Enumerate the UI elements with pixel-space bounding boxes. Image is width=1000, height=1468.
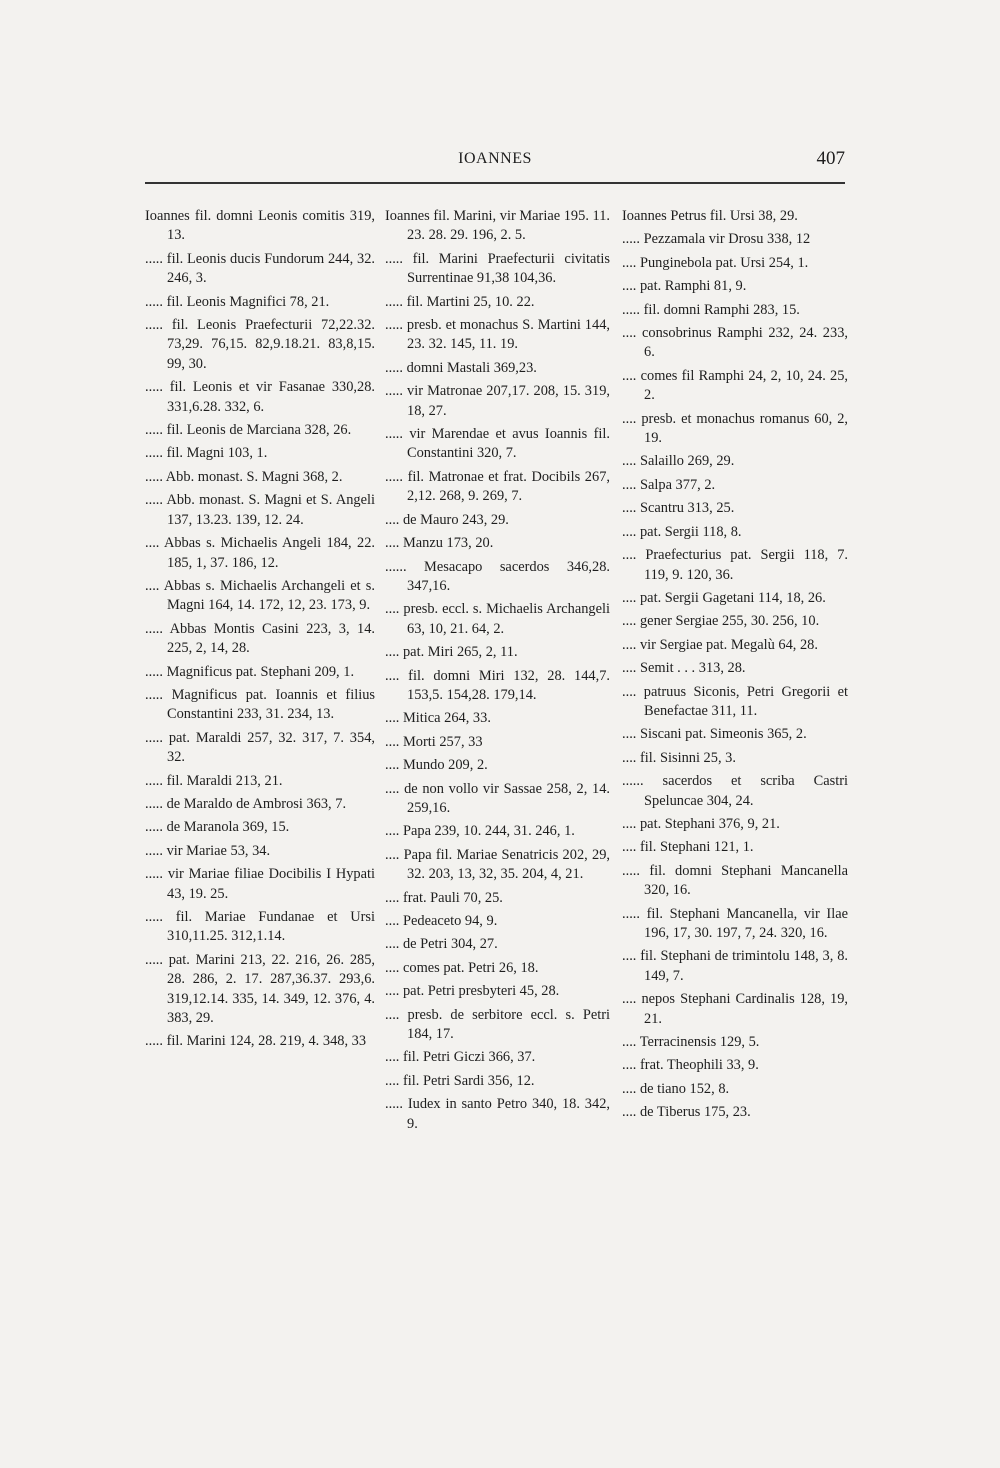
index-entry: ..... vir Mariae 53, 34.: [145, 842, 271, 859]
index-entry: ..... fil. Leonis Praefecturii 72,22.32. 73,29. 76,15. 82,9.18.21. 83,8,15. 99, 30.: [145, 317, 375, 372]
index-entry: .... de Petri 304, 27.: [385, 936, 498, 953]
index-entry: ..... Magnificus pat. Ioannis et filius Constantini 233, 31. 234, 13.: [145, 686, 375, 723]
index-entry: ..... fil. Martini 25, 10. 22.: [385, 293, 535, 310]
index-entry: ..... Iudex in santo Petro 340, 18. 342, 9.: [385, 1096, 610, 1132]
index-entry: ..... Abb. monast. S. Magni et S. Angeli 137, 13.23. 139, 12. 24.: [145, 492, 375, 528]
index-entry: .... Punginebola pat. Ursi 254, 1.: [622, 254, 809, 271]
index-entry: ..... pat. Marini 213, 22. 216, 26. 285, 28. 286, 2. 17. 287,36.37. 293,6. 319,12.14. 335, 14. 349, 12. 376, 4. 383, 29.: [145, 951, 375, 1027]
page-number: 407: [816, 148, 845, 169]
index-entry: ..... fil. Maraldi 213, 21.: [145, 772, 283, 789]
page-header: [145, 144, 845, 184]
index-entry: .... Siscani pat. Simeonis 365, 2.: [622, 726, 807, 743]
index-entry: .... vir Sergiae pat. Megalù 64, 28.: [622, 636, 818, 653]
index-entry: .... fil. Petri Sardi 356, 12.: [385, 1072, 535, 1089]
index-column-2: [385, 207, 610, 1138]
index-entry: Ioannes fil. domni Leonis comitis 319, 13.: [145, 208, 375, 244]
index-entry: .... frat. Theophili 33, 9.: [622, 1057, 759, 1074]
index-entry: .... fil. domni Miri 132, 28. 144,7. 153,5. 154,28. 179,14.: [385, 667, 610, 703]
index-entry: .... de Mauro 243, 29.: [385, 511, 509, 528]
index-entry: ..... fil. Leonis Magnifici 78, 21.: [145, 293, 330, 310]
index-entry: ..... vir Marendae et avus Ioannis fil. Constantini 320, 7.: [385, 426, 610, 462]
index-entry: ..... fil. Marini Praefecturii civitatis Surrentinae 91,38 104,36.: [385, 250, 610, 287]
index-entry: ..... domni Mastali 369,23.: [385, 359, 537, 376]
index-entry: .... pat. Sergii 118, 8.: [622, 523, 742, 540]
index-entry: .... pat. Miri 265, 2, 11.: [385, 644, 518, 661]
index-entry: ..... de Maraldo de Ambrosi 363, 7.: [145, 795, 347, 812]
index-entry: .... Scantru 313, 25.: [622, 500, 735, 517]
index-entry: .... presb. et monachus romanus 60, 2, 19.: [622, 410, 848, 447]
index-entry: .... Abbas s. Michaelis Archangeli et s. Magni 164, 14. 172, 12, 23. 173, 9.: [145, 577, 375, 614]
index-entry: ..... vir Matronae 207,17. 208, 15. 319, 18, 27.: [385, 383, 610, 419]
index-entry: ..... Abb. monast. S. Magni 368, 2.: [145, 468, 343, 485]
index-entry: .... Terracinensis 129, 5.: [622, 1034, 760, 1051]
index-entry: .... frat. Pauli 70, 25.: [385, 889, 503, 906]
index-entry: .... presb. eccl. s. Michaelis Archangeli 63, 10, 21. 64, 2.: [385, 601, 610, 637]
index-entry: ..... fil. Matronae et frat. Docibils 267, 2,12. 268, 9. 269, 7.: [385, 468, 610, 505]
index-entry: .... Pedeaceto 94, 9.: [385, 913, 498, 929]
index-entry: .... presb. de serbitore eccl. s. Petri 184, 17.: [385, 1006, 610, 1043]
index-entry: .... consobrinus Ramphi 232, 24. 233, 6.: [622, 325, 848, 361]
index-entry: ..... vir Mariae filiae Docibilis I Hypati 43, 19. 25.: [145, 866, 375, 902]
index-entry: ..... fil. Stephani Mancanella, vir Ilae 196, 17, 30. 197, 7, 24. 320, 16.: [622, 905, 848, 941]
index-entry: .... comes pat. Petri 26, 18.: [385, 959, 539, 976]
index-entry: Ioannes Petrus fil. Ursi 38, 29.: [622, 208, 798, 224]
index-entry: .... de tiano 152, 8.: [622, 1080, 730, 1097]
index-entry: .... Manzu 173, 20.: [385, 535, 494, 552]
index-entry: .... fil. Stephani 121, 1.: [622, 839, 754, 856]
index-entry: ..... fil. Marini 124, 28. 219, 4. 348, 33: [145, 1033, 367, 1050]
index-column-1: [145, 207, 375, 1056]
index-entry: .... Semit . . . 313, 28.: [622, 660, 746, 677]
index-entry: .... Mundo 209, 2.: [385, 757, 488, 774]
index-entry: ..... fil. domni Stephani Mancanella 320, 16.: [622, 862, 848, 899]
index-entry: .... patruus Siconis, Petri Gregorii et Benefactae 311, 11.: [622, 683, 848, 719]
index-entry: .... pat. Stephani 376, 9, 21.: [622, 815, 780, 832]
index-entry: .... pat. Ramphi 81, 9.: [622, 278, 747, 295]
index-entry: ..... fil. domni Ramphi 283, 15.: [622, 301, 800, 318]
index-entry: ..... Abbas Montis Casini 223, 3, 14. 225, 2, 14, 28.: [145, 620, 375, 657]
index-entry: .... pat. Petri presbyteri 45, 28.: [385, 983, 560, 1000]
index-entry: ..... pat. Maraldi 257, 32. 317, 7. 354, 32.: [145, 729, 375, 766]
index-entry: ..... fil. Leonis ducis Fundorum 244, 32. 246, 3.: [145, 250, 375, 287]
index-entry: .... Mitica 264, 33.: [385, 710, 491, 727]
index-entry: .... Salaillo 269, 29.: [622, 453, 735, 470]
index-entry: Ioannes fil. Marini, vir Mariae 195. 11. 23. 28. 29. 196, 2. 5.: [385, 208, 610, 244]
index-entry: ..... presb. et monachus S. Martini 144, 23. 32. 145, 11. 19.: [385, 317, 610, 353]
index-entry: .... fil. Petri Giczi 366, 37.: [385, 1049, 536, 1066]
index-entry: .... gener Sergiae 255, 30. 256, 10.: [622, 613, 820, 630]
index-entry: ...... sacerdos et scriba Castri Speluncae 304, 24.: [622, 773, 848, 809]
running-head: IOANNES: [458, 150, 532, 167]
index-entry: ...... Mesacapo sacerdos 346,28. 347,16.: [385, 558, 610, 594]
index-entry: .... fil. Sisinni 25, 3.: [622, 749, 736, 766]
index-entry: ..... Pezzamala vir Drosu 338, 12: [622, 231, 811, 248]
index-entry: ..... fil. Leonis de Marciana 328, 26.: [145, 422, 352, 439]
index-entry: .... comes fil Ramphi 24, 2, 10, 24. 25, 2.: [622, 367, 848, 404]
index-entry: .... de non vollo vir Sassae 258, 2, 14. 259,16.: [385, 780, 610, 816]
index-entry: .... Praefecturius pat. Sergii 118, 7. 119, 9. 120, 36.: [622, 547, 848, 583]
index-entry: ..... de Maranola 369, 15.: [145, 819, 290, 836]
index-entry: .... nepos Stephani Cardinalis 128, 19, 21.: [622, 991, 848, 1027]
index-entry: .... fil. Stephani de trimintolu 148, 3, 8. 149, 7.: [622, 948, 848, 984]
index-entry: ..... fil. Magni 103, 1.: [145, 445, 268, 462]
index-entry: .... Abbas s. Michaelis Angeli 184, 22. 185, 1, 37. 186, 12.: [145, 535, 375, 571]
index-entry: .... Salpa 377, 2.: [622, 476, 716, 493]
index-entry: .... de Tiberus 175, 23.: [622, 1104, 751, 1121]
index-column-3: [622, 207, 848, 1127]
index-entry: ..... Magnificus pat. Stephani 209, 1.: [145, 663, 355, 680]
index-entry: .... Morti 257, 33: [385, 733, 483, 750]
index-entry: .... Papa fil. Mariae Senatricis 202, 29, 32. 203, 13, 32, 35. 204, 4, 21.: [385, 846, 610, 883]
index-entry: .... Papa 239, 10. 244, 31. 246, 1.: [385, 823, 575, 840]
index-entry: .... pat. Sergii Gagetani 114, 18, 26.: [622, 589, 826, 606]
index-entry: ..... fil. Mariae Fundanae et Ursi 310,11.25. 312,1.14.: [145, 909, 375, 945]
index-entry: ..... fil. Leonis et vir Fasanae 330,28. 331,6.28. 332, 6.: [145, 379, 375, 415]
header-rule: [145, 182, 845, 184]
